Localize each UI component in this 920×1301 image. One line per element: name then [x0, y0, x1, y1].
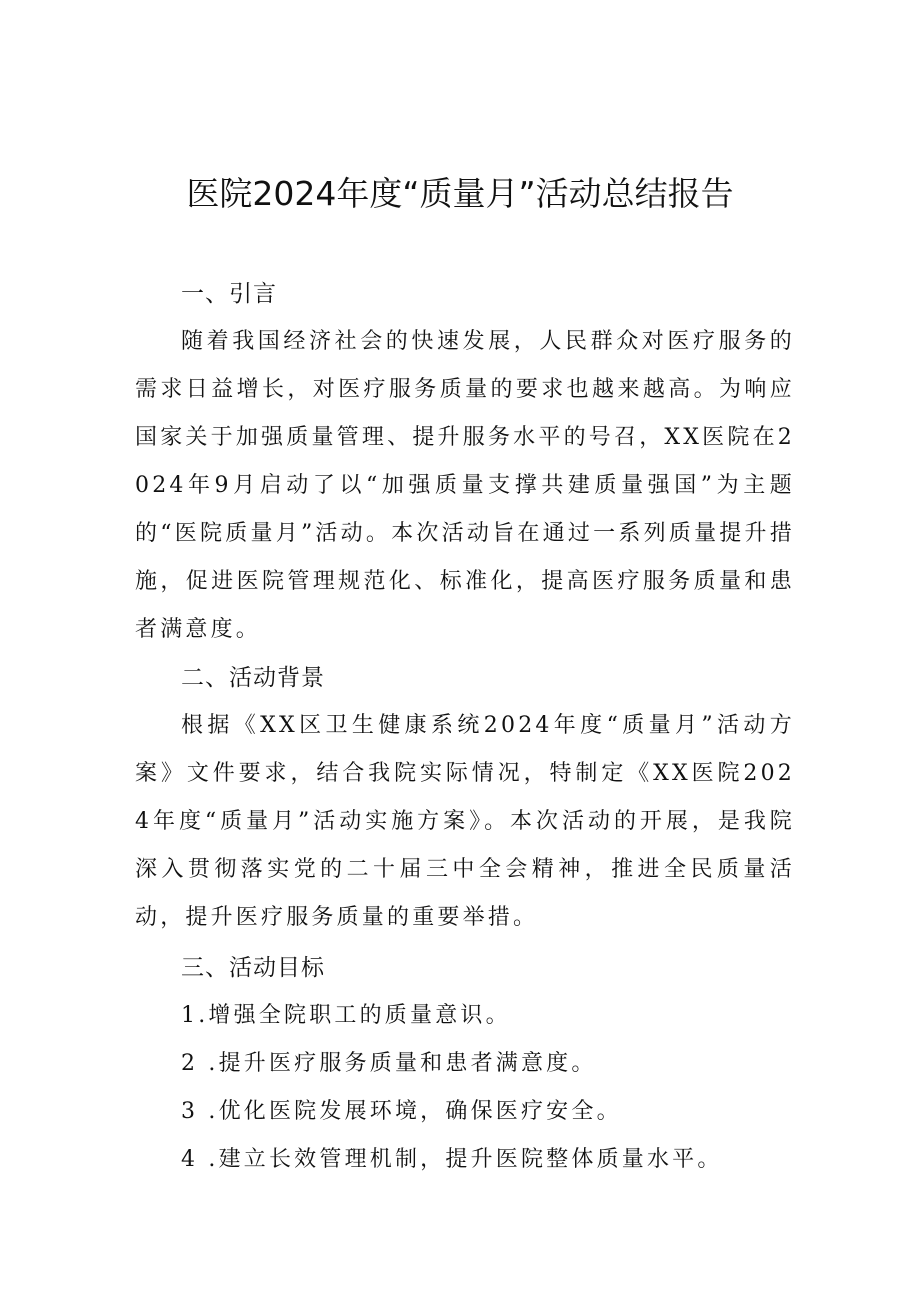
list-item: 1.增强全院职工的质量意识。	[181, 1003, 511, 1028]
section-introduction	[135, 270, 795, 654]
section-paragraph: 随着我国经济社会的快速发展，人民群众对医疗服务的需求日益增长，对医疗服务质量的要求也越来越高。为响应国家关于加强质量管理、提升服务水平的号召，XX医院在2024年9月启动了以“加强质量支撑共建质量强国”为主题的“医院质量月”活动。本次活动旨在通过一系列质量提升措施，促进医院管理规范化、标准化，提高医疗服务质量和患者满意度。	[135, 329, 795, 642]
list-item: 3 .优化医院发展环境，确保医疗安全。	[181, 1099, 622, 1124]
section-goals	[135, 944, 795, 1184]
section-heading: 一、引言	[181, 281, 277, 307]
section-background	[135, 654, 795, 942]
section-paragraph: 根据《XX区卫生健康系统2024年度“质量月”活动方案》文件要求，结合我院实际情况，特制定《XX医院2024年度“质量月”活动实施方案》。本次活动的开展，是我院深入贯彻落实党的二十届三中全会精神，推进全民质量活动，提升医疗服务质量的重要举措。	[135, 713, 795, 930]
document-body	[135, 270, 795, 1184]
document-title: 医院2024年度“质量月”活动总结报告	[186, 174, 734, 213]
list-item: 2 .提升医疗服务质量和患者满意度。	[181, 1051, 597, 1076]
section-heading: 二、活动背景	[181, 665, 325, 691]
list-item: 4 .建立长效管理机制，提升医院整体质量水平。	[181, 1147, 723, 1172]
section-heading: 三、活动目标	[181, 955, 325, 981]
